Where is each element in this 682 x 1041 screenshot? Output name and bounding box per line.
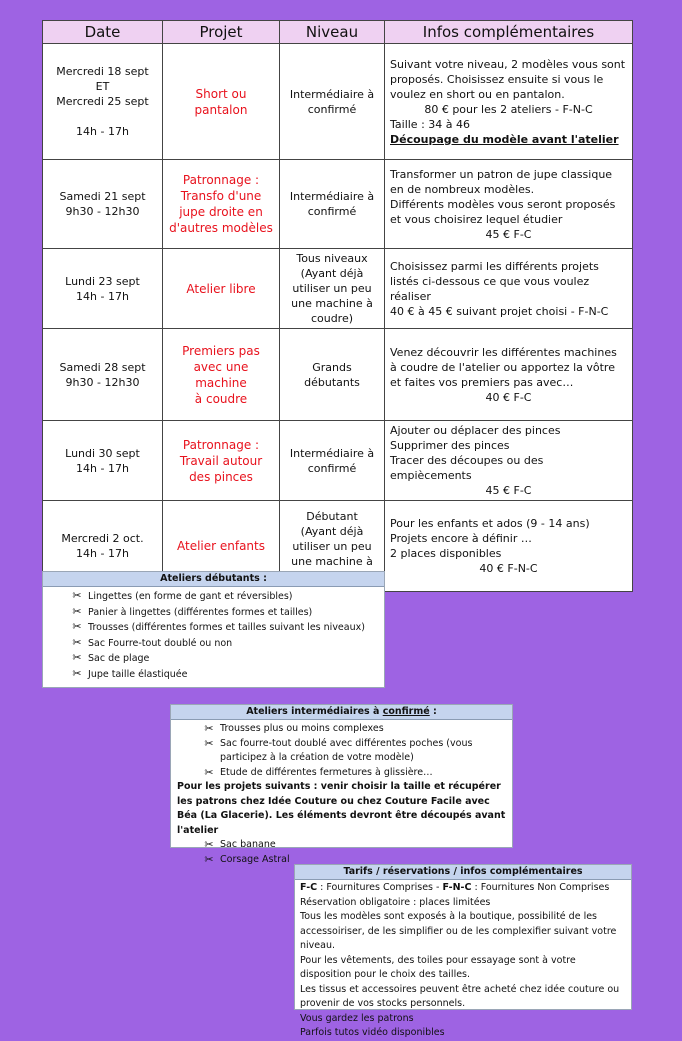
info-price: 40 € à 45 € suivant projet choisi - F-N-C xyxy=(390,304,609,318)
info-line: Venez découvrir les différentes machines à coudre de l'atelier ou apportez la vôtre et faites vos premiers pas avec… xyxy=(390,345,617,389)
projet-line: à coudre xyxy=(194,391,248,406)
cell-infos xyxy=(385,421,633,501)
projet-line: Short ou xyxy=(195,86,247,101)
info-line: Choisissez parmi les différents projets listés ci-dessous ce que vous voulez réaliser xyxy=(390,259,599,303)
info-price: 40 € F-N-C xyxy=(479,562,538,575)
scissors-icon: ✂ xyxy=(72,589,82,602)
cell-date xyxy=(43,249,163,329)
list-item xyxy=(69,589,384,605)
box-title xyxy=(171,705,512,720)
tarifs-legend xyxy=(300,881,627,896)
box-title: Ateliers débutants : xyxy=(43,572,384,587)
info-line: Transformer un patron de jupe classique en de nombreux modèles. xyxy=(390,167,613,196)
list-item-label: Sac banane xyxy=(220,839,276,850)
cell-niveau xyxy=(280,160,385,249)
scissors-icon: ✂ xyxy=(204,765,214,779)
date-line: 9h30 - 12h30 xyxy=(65,205,140,218)
cell-projet xyxy=(163,44,280,160)
niveau-line: Débutant xyxy=(306,509,358,523)
niveau-line: utiliser un peu xyxy=(292,539,372,553)
projet-line: Transfo d'une xyxy=(180,189,262,203)
list-item xyxy=(201,838,512,853)
scissors-icon: ✂ xyxy=(72,604,82,618)
cell-infos xyxy=(385,160,633,249)
scissors-icon: ✂ xyxy=(204,736,214,750)
list-item-label: Sac Fourre-tout doublé ou non xyxy=(88,637,233,649)
niveau-line: une machine à xyxy=(291,554,373,568)
date-line: 14h - 17h xyxy=(76,289,129,303)
niveau-line: confirmé xyxy=(307,205,357,218)
niveau-line: coudre) xyxy=(310,312,354,325)
list-item-label: Panier à lingettes (différentes formes et tailles) xyxy=(88,606,313,618)
scissors-icon: ✂ xyxy=(72,635,82,649)
box-tarifs xyxy=(294,864,632,1038)
info-line: 2 places disponibles xyxy=(390,547,502,560)
projet-line: Atelier libre xyxy=(186,281,256,296)
info-line: Suivant votre niveau, 2 modèles vous sont proposés. Choisissez ensuite si vous le voulez en short ou en pantalon. xyxy=(390,57,626,101)
date-line: Mercredi 2 oct. xyxy=(61,532,144,545)
list-item-label: Lingettes (en forme de gant et réversibles) xyxy=(88,591,293,602)
table-row xyxy=(43,160,633,249)
info-line: Supprimer des pinces xyxy=(390,439,510,452)
projet-line: Patronnage : xyxy=(182,173,260,187)
info-price: 45 € F-C xyxy=(485,227,532,241)
cell-projet xyxy=(163,421,280,501)
tarifs-line: Pour les vêtements, des toiles pour essayage sont à votre disposition pour le choix des tailles. xyxy=(300,954,576,980)
list-item-label: Trousses plus ou moins complexes xyxy=(220,723,384,734)
box-ateliers-debutants xyxy=(42,571,385,688)
info-price: 80 € pour les 2 ateliers - F-N-C xyxy=(424,102,593,116)
table-row xyxy=(43,44,633,160)
info-price: 45 € F-C xyxy=(485,484,532,497)
box-ateliers-intermediaires xyxy=(170,704,513,866)
niveau-line: Intermédiaire à xyxy=(289,87,375,101)
date-line: 9h30 - 12h30 xyxy=(65,375,140,389)
scissors-icon: ✂ xyxy=(204,722,214,735)
list-item xyxy=(201,737,512,766)
scissors-icon: ✂ xyxy=(204,852,214,866)
date-line: Mercredi 18 sept xyxy=(56,65,149,78)
list-item-label: Corsage Astral xyxy=(220,853,290,865)
header-niveau: Niveau xyxy=(280,21,385,44)
cell-niveau xyxy=(280,44,385,160)
tarifs-line: Réservation obligatoire : places limitées xyxy=(300,896,491,908)
tarifs-body xyxy=(295,880,631,1041)
niveau-line: confirmé xyxy=(307,102,357,116)
info-line: Ajouter ou déplacer des pinces xyxy=(390,424,561,437)
table-row xyxy=(43,329,633,421)
cell-niveau xyxy=(280,249,385,329)
info-line: Taille : 34 à 46 xyxy=(390,117,471,131)
date-line: 14h - 17h xyxy=(76,461,129,475)
list-item xyxy=(69,620,384,636)
info-line: Différents modèles vous seront proposés et vous choisirez lequel étudier xyxy=(390,197,616,226)
projet-line: avec une machine xyxy=(193,359,249,390)
date-line: Samedi 28 sept xyxy=(59,360,146,374)
schedule-table xyxy=(42,20,633,592)
header-date: Date xyxy=(43,21,163,44)
projet-line: Premiers pas xyxy=(182,343,260,358)
cell-projet xyxy=(163,249,280,329)
cell-date xyxy=(43,421,163,501)
info-line: Projets encore à définir … xyxy=(390,532,532,545)
date-line: 14h - 17h xyxy=(76,125,129,138)
list-item xyxy=(201,722,512,737)
list-item xyxy=(69,667,384,683)
list-item xyxy=(69,651,384,667)
date-line: Lundi 30 sept xyxy=(65,446,140,460)
date-line: Mercredi 25 sept xyxy=(56,95,149,108)
table-row xyxy=(43,249,633,329)
cell-infos xyxy=(385,501,633,592)
intermediaires-note: Pour les projets suivants : venir choisir la taille et récupérer les patrons chez Idée Couture ou chez Couture Facile avec Béa (La Glacerie). Les éléments devront être découpés avant l'atelier xyxy=(177,781,506,836)
tarifs-line: Vous gardez les patrons xyxy=(300,1012,414,1024)
header-projet: Projet xyxy=(163,21,280,44)
table-header-row xyxy=(43,21,633,44)
cell-infos xyxy=(385,44,633,160)
list-item-label: Sac fourre-tout doublé avec différentes poches (vous participez à la création de votre modèle) xyxy=(220,737,473,763)
date-line: Lundi 23 sept xyxy=(65,274,140,288)
title-prefix: Ateliers intermédiaires à xyxy=(246,706,383,717)
niveau-line: Tous niveaux xyxy=(296,252,368,265)
code-fc-text: : Fournitures Comprises - xyxy=(317,882,443,893)
cell-date xyxy=(43,160,163,249)
debutants-list xyxy=(43,587,384,682)
niveau-line: Grands xyxy=(312,360,352,374)
code-fc: F-C xyxy=(300,882,318,893)
projet-line: des pinces xyxy=(189,469,253,484)
info-price: 40 € F-C xyxy=(485,390,532,404)
list-item-label: Trousses (différentes formes et tailles suivant les niveaux) xyxy=(88,622,365,633)
scissors-icon: ✂ xyxy=(72,651,82,664)
title-suffix: : xyxy=(429,706,437,717)
date-line: 14h - 17h xyxy=(76,547,129,560)
cell-date xyxy=(43,329,163,421)
header-infos: Infos complémentaires xyxy=(385,21,633,44)
intermediaires-list xyxy=(171,720,512,780)
scissors-icon: ✂ xyxy=(204,838,214,851)
list-item-label: Sac de plage xyxy=(88,653,150,664)
niveau-line: Intermédiaire à xyxy=(289,190,375,203)
niveau-line: (Ayant déjà xyxy=(300,524,364,538)
box-title: Tarifs / réservations / infos complémentaires xyxy=(295,865,631,880)
info-note: Découpage du modèle avant l'atelier xyxy=(390,132,619,146)
title-underlined: confirmé xyxy=(382,706,430,717)
intermediaires-list-2 xyxy=(171,838,512,867)
list-item xyxy=(201,766,512,781)
tarifs-line: Parfois tutos vidéo disponibles xyxy=(300,1027,445,1038)
list-item-label: Jupe taille élastiquée xyxy=(88,668,188,680)
projet-line: Patronnage : xyxy=(182,437,260,452)
cell-projet xyxy=(163,160,280,249)
cell-infos xyxy=(385,249,633,329)
cell-infos xyxy=(385,329,633,421)
list-item xyxy=(69,605,384,621)
cell-date xyxy=(43,44,163,160)
projet-line: jupe droite en xyxy=(179,205,263,219)
tarifs-line: Tous les modèles sont exposés à la boutique, possibilité de les accessoiriser, de les simplifier ou de les complexifier suivant votre niveau. xyxy=(300,911,617,951)
code-fnc: F-N-C xyxy=(442,882,472,893)
cell-niveau xyxy=(280,421,385,501)
tarifs-line: Les tissus et accessoires peuvent être acheté chez idée couture ou provenir de vos stocks personnels. xyxy=(300,983,620,1009)
date-line: ET xyxy=(95,80,110,93)
projet-line: pantalon xyxy=(194,102,248,117)
projet-line: Atelier enfants xyxy=(176,539,265,553)
info-line: Pour les enfants et ados (9 - 14 ans) xyxy=(390,517,590,530)
code-fnc-text: : Fournitures Non Comprises xyxy=(471,882,610,893)
list-item-label: Etude de différentes fermetures à glissière… xyxy=(220,766,433,778)
date-line: Samedi 21 sept xyxy=(59,190,146,203)
niveau-line: utiliser un peu xyxy=(292,282,372,295)
cell-projet xyxy=(163,329,280,421)
niveau-line: débutants xyxy=(304,375,360,389)
projet-line: d'autres modèles xyxy=(169,221,273,235)
niveau-line: confirmé xyxy=(307,461,357,475)
cell-niveau xyxy=(280,329,385,421)
table-row xyxy=(43,421,633,501)
projet-line: Travail autour xyxy=(179,453,263,468)
niveau-line: une machine à xyxy=(291,297,373,310)
scissors-icon: ✂ xyxy=(72,620,82,633)
niveau-line: Intermédiaire à xyxy=(289,446,375,460)
scissors-icon: ✂ xyxy=(72,666,82,680)
list-item xyxy=(69,636,384,652)
info-line: Tracer des découpes ou des empiècements xyxy=(390,454,544,482)
niveau-line: (Ayant déjà xyxy=(300,267,364,280)
